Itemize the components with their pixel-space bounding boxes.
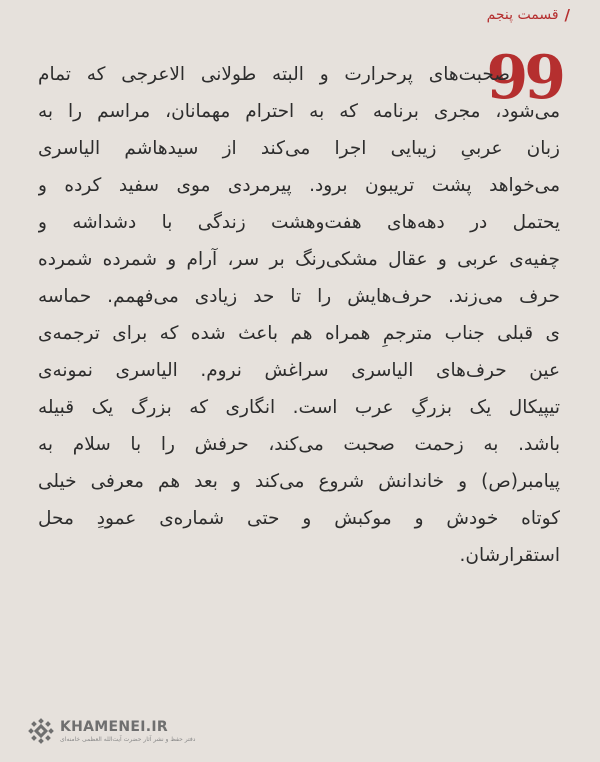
text-line: پیامبر(ص) و خاندانش شروع می‌کند و بعد هم معرفی خیلی xyxy=(38,471,560,492)
text-line: زبان عربیِ زیبایی اجرا می‌کند از سیدهاشم الیاسری xyxy=(38,138,560,159)
khamenei-logo-icon xyxy=(28,718,54,744)
text-line: کوتاه خودش و موکبش و حتی شماره‌ی عمودِ محل xyxy=(38,508,560,529)
brand-subtitle: دفتر حفظ و نشر آثار حضرت آیت‌الله العظمی خامنه‌ای xyxy=(60,736,196,743)
text-line: چفیه‌ی عربی و عقال مشکی‌رنگ بر سر، آرام و شمرده شمرده xyxy=(38,249,560,270)
text-line: استقرارشان. xyxy=(459,545,560,566)
text-line: ی قبلی جناب مترجمِ همراه هم باعث شده که برای ترجمه‌ی xyxy=(38,323,560,344)
text-line: حرف می‌زند. حرف‌هایش را تا حد زیادی می‌فهمم. حماسه xyxy=(38,286,560,307)
header-slash: / xyxy=(564,6,570,24)
text-line: صحبت‌های پرحرارت و البته طولانی الاعرجی که تمام xyxy=(38,64,510,85)
quote-mark-icon: 99 xyxy=(486,43,562,113)
episode-title: قسمت پنجم xyxy=(486,7,559,23)
text-line: تیپیکال یک بزرگِ عرب است. انگاری که بزرگ یک قبیله xyxy=(38,397,560,418)
footer-branding xyxy=(28,718,195,744)
text-line: یحتمل در دهه‌های هفت‌وهشت زندگی با دشداشه و xyxy=(38,212,560,233)
text-line: می‌خواهد پشت تریبون برود. پیرمردی موی سفید کرده و xyxy=(38,175,560,196)
header xyxy=(487,6,570,24)
text-line: باشد. به زحمت صحبت می‌کند، حرفش را با سلام به xyxy=(38,434,560,455)
text-line: عین حرف‌های الیاسری سراغش نروم. الیاسری نمونه‌ی xyxy=(38,360,560,381)
text-line: می‌شود، مجری برنامه که به احترام مهمانان، مراسم را به xyxy=(38,101,560,122)
quote-text xyxy=(38,56,560,574)
brand-name: KHAMENEI.IR xyxy=(60,719,168,735)
